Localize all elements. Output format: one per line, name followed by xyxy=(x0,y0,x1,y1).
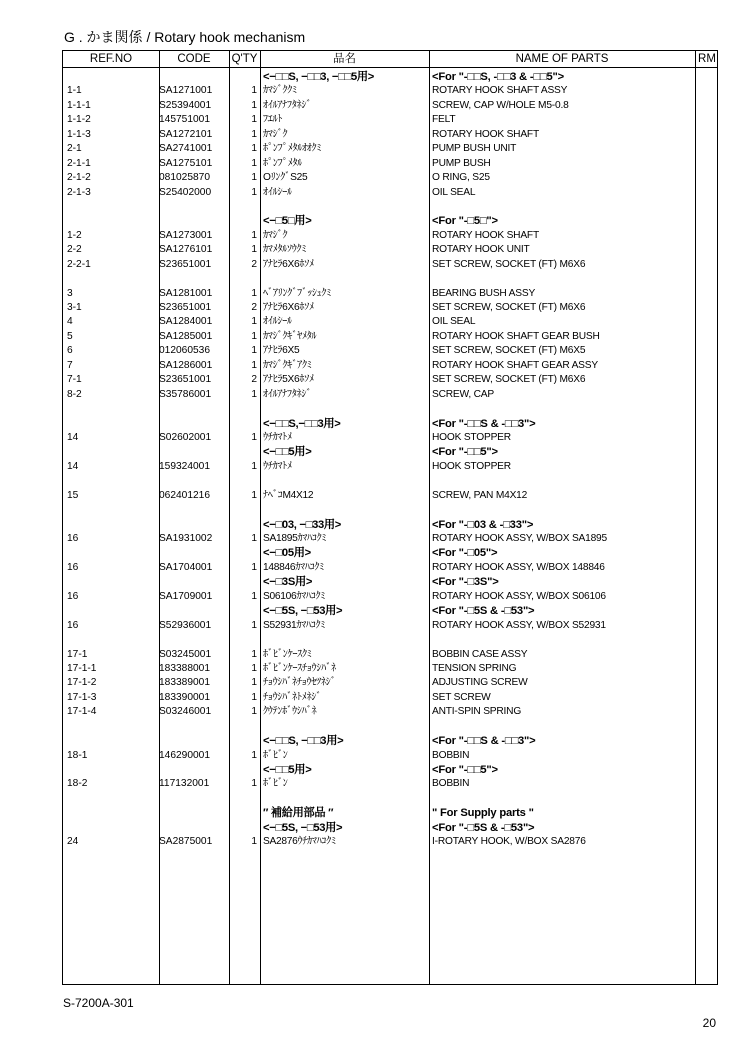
jp-name-cell: ｶﾏｼﾞｸ xyxy=(263,128,288,140)
name-of-parts-cell: BOBBIN CASE ASSY xyxy=(432,648,528,660)
code-cell: SA1281001 xyxy=(159,287,213,299)
code-cell: SA2741001 xyxy=(159,143,213,155)
table-row xyxy=(63,590,717,604)
table-row xyxy=(63,532,717,546)
jp-name-cell: ｳﾁｶﾏﾄﾒ xyxy=(263,460,292,472)
section-row xyxy=(63,806,717,820)
name-of-parts-cell: ROTARY HOOK SHAFT ASSY xyxy=(432,85,568,97)
section-row xyxy=(63,70,717,84)
code-cell: 145751001 xyxy=(159,114,210,126)
code-cell: SA1276101 xyxy=(159,244,213,256)
name-of-parts-cell: BEARING BUSH ASSY xyxy=(432,287,536,299)
code-cell: 062401216 xyxy=(159,489,210,501)
name-of-parts-cell: TENSION SPRING xyxy=(432,662,517,674)
jp-name-cell: ｵｲﾙｱﾅﾌﾀﾈｼﾞ xyxy=(263,388,312,400)
code-cell: 183390001 xyxy=(159,691,210,703)
jp-name-cell: ｵｲﾙｼｰﾙ xyxy=(263,316,292,328)
table-row xyxy=(63,619,717,633)
name-of-parts-cell: HOOK STOPPER xyxy=(432,431,511,443)
code-cell: 183389001 xyxy=(159,677,210,689)
table-row xyxy=(63,373,717,387)
table-row xyxy=(63,705,717,719)
code-cell: SA1709001 xyxy=(159,590,213,602)
qty-cell: 1 xyxy=(251,99,257,111)
jp-name-cell: ﾌｴﾙﾄ xyxy=(263,114,283,126)
ref-no-cell: 17-1-3 xyxy=(67,691,97,703)
qty-cell: 1 xyxy=(251,143,257,155)
code-cell: S03245001 xyxy=(159,648,212,660)
ref-no-cell: 6 xyxy=(67,345,73,357)
ref-no-cell: 3 xyxy=(67,287,73,299)
name-of-parts-cell: ROTARY HOOK ASSY, W/BOX 148846 xyxy=(432,561,605,573)
name-of-parts-cell: PUMP BUSH xyxy=(432,157,491,169)
jp-name-cell: ﾎﾞﾋﾞﾝ xyxy=(263,749,288,761)
table-row xyxy=(63,561,717,575)
ref-no-cell: 14 xyxy=(67,460,79,472)
name-of-parts-cell: SET SCREW, SOCKET (FT) M6X5 xyxy=(432,345,586,357)
qty-cell: 1 xyxy=(251,460,257,472)
code-cell: SA1272101 xyxy=(159,128,213,140)
table-row xyxy=(63,315,717,329)
section-row xyxy=(63,518,717,532)
blank-row xyxy=(63,474,717,488)
table-row xyxy=(63,171,717,185)
table-row xyxy=(63,676,717,690)
name-of-parts-cell: ROTARY HOOK SHAFT xyxy=(432,128,539,140)
ref-no-cell: 2-1-3 xyxy=(67,186,91,198)
code-cell: SA1704001 xyxy=(159,561,213,573)
name-of-parts-cell: PUMP BUSH UNIT xyxy=(432,143,517,155)
jp-name-cell: ｶﾏｼﾞｸ xyxy=(263,229,288,241)
blank-row xyxy=(63,792,717,806)
qty-cell: 1 xyxy=(251,778,257,790)
jp-name-cell: S52931ｶﾏﾊｺｸﾐ xyxy=(263,619,326,631)
table-row xyxy=(63,344,717,358)
code-cell: S23651001 xyxy=(159,374,212,386)
table-row xyxy=(63,84,717,98)
code-cell: 146290001 xyxy=(159,749,210,761)
section-row xyxy=(63,604,717,618)
name-of-parts-cell: ROTARY HOOK SHAFT xyxy=(432,229,539,241)
name-of-parts-cell: HOOK STOPPER xyxy=(432,460,511,472)
name-of-parts-cell: SET SCREW, SOCKET (FT) M6X6 xyxy=(432,302,586,313)
jp-name-cell: <−□□S,−□□3用> xyxy=(263,417,341,430)
qty-cell: 1 xyxy=(251,345,257,357)
section-row xyxy=(63,417,717,431)
blank-row xyxy=(63,633,717,647)
code-cell: 012060536 xyxy=(159,345,210,357)
ref-no-cell: 8-2 xyxy=(67,388,82,400)
name-of-parts-cell: <For "-□5S & -□53"> xyxy=(432,821,535,834)
name-of-parts-cell: ROTARY HOOK SHAFT GEAR ASSY xyxy=(432,359,598,371)
name-of-parts-cell: ROTARY HOOK ASSY, W/BOX S52931 xyxy=(432,619,606,631)
code-cell: S23651001 xyxy=(159,302,212,313)
code-cell: S03246001 xyxy=(159,706,212,718)
qty-cell: 1 xyxy=(251,128,257,140)
jp-name-cell: ﾁｮｳｼﾊﾞﾈﾄﾒﾈｼﾞ xyxy=(263,691,322,703)
name-of-parts-cell: FELT xyxy=(432,114,456,126)
jp-name-cell: ″ 補給用部品 ″ xyxy=(263,807,334,820)
name-of-parts-cell: ADJUSTING SCREW xyxy=(432,677,528,689)
jp-name-cell: ｵｲﾙｱﾅﾌﾀﾈｼﾞ xyxy=(263,99,312,111)
qty-cell: 1 xyxy=(251,287,257,299)
qty-cell: 1 xyxy=(251,172,257,184)
header-rm: RM xyxy=(698,53,716,65)
jp-name-cell: ﾅﾍﾞｺM4X12 xyxy=(263,489,314,501)
ref-no-cell: 2-2-1 xyxy=(67,258,91,270)
qty-cell: 1 xyxy=(251,706,257,718)
section-row xyxy=(63,214,717,228)
blank-row xyxy=(63,200,717,214)
name-of-parts-cell: <For "-□□S & -□□3"> xyxy=(432,417,536,430)
jp-name-cell: <−□3S用> xyxy=(263,576,313,589)
name-of-parts-cell: SCREW, PAN M4X12 xyxy=(432,489,528,501)
table-header xyxy=(63,51,717,68)
jp-name-cell: <−□□5用> xyxy=(263,446,312,459)
jp-name-cell: ﾍﾞｱﾘﾝｸﾞﾌﾞｯｼｭｸﾐ xyxy=(263,287,332,299)
qty-cell: 1 xyxy=(251,662,257,674)
qty-cell: 1 xyxy=(251,244,257,256)
name-of-parts-cell: <For "-□05"> xyxy=(432,547,498,560)
ref-no-cell: 14 xyxy=(67,431,79,443)
jp-name-cell: SA2876ｳﾁｶﾏﾊｺｸﾐ xyxy=(263,836,336,848)
name-of-parts-cell: OIL SEAL xyxy=(432,316,476,328)
table-row xyxy=(63,662,717,676)
qty-cell: 1 xyxy=(251,836,257,848)
name-of-parts-cell: ANTI-SPIN SPRING xyxy=(432,706,522,718)
table-row xyxy=(63,489,717,503)
section-row xyxy=(63,546,717,560)
jp-name-cell: <−□□S, −□□3, −□□5用> xyxy=(263,71,375,83)
parts-table xyxy=(62,50,718,985)
name-of-parts-cell: <For "-□□S & -□□3"> xyxy=(432,735,536,748)
jp-name-cell: ｶﾏﾒﾀﾙｿｳｸﾐ xyxy=(263,244,307,256)
qty-cell: 1 xyxy=(251,359,257,371)
name-of-parts-cell: BOBBIN xyxy=(432,778,470,790)
ref-no-cell: 16 xyxy=(67,590,79,602)
jp-name-cell: S06106ｶﾏﾊｺｸﾐ xyxy=(263,590,326,602)
name-of-parts-cell: <For "-□□5"> xyxy=(432,446,498,459)
table-row xyxy=(63,460,717,474)
qty-cell: 1 xyxy=(251,677,257,689)
table-row xyxy=(63,142,717,156)
code-cell: S25394001 xyxy=(159,99,212,111)
jp-name-cell: ｳﾁｶﾏﾄﾒ xyxy=(263,431,292,443)
section-row xyxy=(63,734,717,748)
name-of-parts-cell: OIL SEAL xyxy=(432,186,476,198)
ref-no-cell: 2-1-1 xyxy=(67,157,91,169)
qty-cell: 2 xyxy=(251,258,257,270)
table-body xyxy=(63,70,717,850)
page-number: 20 xyxy=(702,1016,716,1030)
name-of-parts-cell: ROTARY HOOK UNIT xyxy=(432,244,530,256)
name-of-parts-cell: <For "-□5S & -□53"> xyxy=(432,605,535,618)
table-row xyxy=(63,186,717,200)
code-cell: 159324001 xyxy=(159,460,210,472)
qty-cell: 2 xyxy=(251,374,257,386)
jp-name-cell: 148846ｶﾏﾊｺｸﾐ xyxy=(263,561,324,573)
ref-no-cell: 7 xyxy=(67,359,73,371)
section-row xyxy=(63,575,717,589)
jp-name-cell: ﾎﾟﾝﾌﾟﾒﾀﾙ xyxy=(263,157,302,169)
table-row xyxy=(63,128,717,142)
name-of-parts-cell: ROTARY HOOK SHAFT GEAR BUSH xyxy=(432,330,600,342)
section-row xyxy=(63,763,717,777)
table-row xyxy=(63,691,717,705)
header-ref-no: REF.NO xyxy=(89,53,133,65)
jp-name-cell: ｶﾏｼﾞｸｷﾞｱｸﾐ xyxy=(263,359,312,371)
section-row xyxy=(63,821,717,835)
code-cell: SA1931002 xyxy=(159,533,213,544)
header-name-of-parts: NAME OF PARTS xyxy=(515,53,609,65)
jp-name-cell: <−□05用> xyxy=(263,547,311,560)
code-cell: 183388001 xyxy=(159,662,210,674)
qty-cell: 2 xyxy=(251,302,257,313)
table-row xyxy=(63,229,717,243)
code-cell: S35786001 xyxy=(159,388,212,400)
ref-no-cell: 1-1-3 xyxy=(67,128,91,140)
name-of-parts-cell: <For "-□□5"> xyxy=(432,764,498,776)
code-cell: S23651001 xyxy=(159,258,212,270)
code-cell: SA2875001 xyxy=(159,836,213,848)
jp-name-cell: <−□□5用> xyxy=(263,764,312,776)
jp-name-cell: ﾎﾞﾋﾞﾝｹｰｽﾁｮｳｼﾊﾞﾈ xyxy=(263,662,336,674)
qty-cell: 1 xyxy=(251,533,257,544)
blank-row xyxy=(63,272,717,286)
jp-name-cell: ｱﾅﾋﾗ5X6ﾎｿﾒ xyxy=(263,374,314,386)
ref-no-cell: 16 xyxy=(67,619,79,631)
jp-name-cell: <−□□S, −□□3用> xyxy=(263,735,344,748)
blank-row xyxy=(63,503,717,517)
qty-cell: 1 xyxy=(251,388,257,400)
jp-name-cell: ﾎﾞﾋﾞﾝｹｰｽｸﾐ xyxy=(263,648,312,660)
qty-cell: 1 xyxy=(251,489,257,501)
ref-no-cell: 17-1-4 xyxy=(67,706,97,718)
ref-no-cell: 1-1-1 xyxy=(67,99,91,111)
table-row xyxy=(63,359,717,373)
header-qty: Q'TY xyxy=(231,53,258,65)
name-of-parts-cell: SET SCREW xyxy=(432,691,491,703)
jp-name-cell: ﾎﾞﾋﾞﾝ xyxy=(263,778,288,790)
code-cell: SA1284001 xyxy=(159,316,213,328)
jp-name-cell: SA1895ｶﾏﾊｺｸﾐ xyxy=(263,533,327,544)
ref-no-cell: 4 xyxy=(67,316,73,328)
header-code: CODE xyxy=(177,53,211,65)
ref-no-cell: 1-1 xyxy=(67,85,82,97)
qty-cell: 1 xyxy=(251,619,257,631)
name-of-parts-cell: <For "-□03 & -□33"> xyxy=(432,518,534,531)
page-title: G . かま関係 / Rotary hook mechanism xyxy=(64,29,306,45)
qty-cell: 1 xyxy=(251,85,257,97)
qty-cell: 1 xyxy=(251,229,257,241)
ref-no-cell: 2-1-2 xyxy=(67,172,91,184)
ref-no-cell: 17-1 xyxy=(67,648,88,660)
qty-cell: 1 xyxy=(251,157,257,169)
qty-cell: 1 xyxy=(251,749,257,761)
ref-no-cell: 15 xyxy=(67,489,79,501)
code-cell: SA1273001 xyxy=(159,229,213,241)
name-of-parts-cell: ROTARY HOOK ASSY, W/BOX SA1895 xyxy=(432,533,607,544)
jp-name-cell: OﾘﾝｸﾞS25 xyxy=(263,172,308,184)
code-cell: 081025870 xyxy=(159,172,210,184)
header-jp-name: 品名 xyxy=(333,53,356,65)
ref-no-cell: 3-1 xyxy=(67,302,82,313)
ref-no-cell: 17-1-2 xyxy=(67,677,97,689)
qty-cell: 1 xyxy=(251,114,257,126)
qty-cell: 1 xyxy=(251,316,257,328)
code-cell: SA1275101 xyxy=(159,157,213,169)
ref-no-cell: 16 xyxy=(67,561,79,573)
ref-no-cell: 2-2 xyxy=(67,244,82,256)
table-row xyxy=(63,330,717,344)
jp-name-cell: ｵｲﾙｼｰﾙ xyxy=(263,186,292,198)
code-cell: SA1285001 xyxy=(159,330,213,342)
jp-name-cell: <−□5S, −□53用> xyxy=(263,605,343,618)
name-of-parts-cell: O RING, S25 xyxy=(432,172,490,184)
table-row xyxy=(63,835,717,849)
jp-name-cell: ｱﾅﾋﾗ6X6ﾎｿﾒ xyxy=(263,302,314,313)
jp-name-cell: ｶﾏｼﾞｸｷﾞﾔﾒﾀﾙ xyxy=(263,330,317,342)
table-row xyxy=(63,301,717,315)
ref-no-cell: 2-1 xyxy=(67,143,82,155)
section-row xyxy=(63,445,717,459)
table-row xyxy=(63,388,717,402)
jp-name-cell: ﾎﾟﾝﾌﾟﾒﾀﾙｵｵｸﾐ xyxy=(263,143,322,155)
name-of-parts-cell: ROTARY HOOK ASSY, W/BOX S06106 xyxy=(432,590,606,602)
table-row xyxy=(63,157,717,171)
document-code: S-7200A-301 xyxy=(63,996,134,1010)
jp-name-cell: <−□5□用> xyxy=(263,215,312,228)
jp-name-cell: <−□5S, −□53用> xyxy=(263,821,343,834)
qty-cell: 1 xyxy=(251,186,257,198)
table-row xyxy=(63,749,717,763)
table-row xyxy=(63,99,717,113)
qty-cell: 1 xyxy=(251,691,257,703)
jp-name-cell: <−□03, −□33用> xyxy=(263,518,342,531)
ref-no-cell: 7-1 xyxy=(67,374,82,386)
code-cell: S25402000 xyxy=(159,186,212,198)
code-cell: SA1286001 xyxy=(159,359,213,371)
name-of-parts-cell: <For "-□□S, -□□3 & -□□5"> xyxy=(432,71,564,83)
qty-cell: 1 xyxy=(251,330,257,342)
name-of-parts-cell: BOBBIN xyxy=(432,749,470,761)
qty-cell: 1 xyxy=(251,561,257,573)
jp-name-cell: ﾁｮｳｼﾊﾞﾈﾁｮｳｾﾂﾈｼﾞ xyxy=(263,677,336,689)
blank-row xyxy=(63,402,717,416)
ref-no-cell: 24 xyxy=(67,836,79,848)
ref-no-cell: 17-1-1 xyxy=(67,662,97,674)
qty-cell: 1 xyxy=(251,648,257,660)
name-of-parts-cell: " For Supply parts " xyxy=(432,807,534,820)
table-row xyxy=(63,113,717,127)
qty-cell: 1 xyxy=(251,431,257,443)
code-cell: 117132001 xyxy=(159,778,210,790)
ref-no-cell: 5 xyxy=(67,330,73,342)
table-row xyxy=(63,648,717,662)
ref-no-cell: 18-1 xyxy=(67,749,88,761)
code-cell: SA1271001 xyxy=(159,85,213,97)
name-of-parts-cell: SCREW, CAP W/HOLE M5-0.8 xyxy=(432,99,569,111)
table-row xyxy=(63,243,717,257)
name-of-parts-cell: SCREW, CAP xyxy=(432,388,494,400)
code-cell: S02602001 xyxy=(159,431,212,443)
code-cell: S52936001 xyxy=(159,619,212,631)
ref-no-cell: 18-2 xyxy=(67,778,88,790)
jp-name-cell: ｱﾅﾋﾗ6X6ﾎｿﾒ xyxy=(263,258,314,270)
jp-name-cell: ｸｳﾃﾝﾎﾞｳｼﾊﾞﾈ xyxy=(263,706,317,718)
name-of-parts-cell: SET SCREW, SOCKET (FT) M6X6 xyxy=(432,374,586,386)
jp-name-cell: ｱﾅﾋﾗ6X5 xyxy=(263,345,300,357)
name-of-parts-cell: <For "-□5□"> xyxy=(432,215,498,228)
table-row xyxy=(63,258,717,272)
ref-no-cell: 1-1-2 xyxy=(67,114,91,126)
name-of-parts-cell: I-ROTARY HOOK, W/BOX SA2876 xyxy=(432,836,586,848)
blank-row xyxy=(63,720,717,734)
name-of-parts-cell: <For "-□3S"> xyxy=(432,576,499,589)
table-row xyxy=(63,287,717,301)
table-row xyxy=(63,777,717,791)
ref-no-cell: 1-2 xyxy=(67,229,82,241)
qty-cell: 1 xyxy=(251,590,257,602)
name-of-parts-cell: SET SCREW, SOCKET (FT) M6X6 xyxy=(432,258,586,270)
jp-name-cell: ｶﾏｼﾞｸｸﾐ xyxy=(263,85,297,97)
table-row xyxy=(63,431,717,445)
ref-no-cell: 16 xyxy=(67,533,79,544)
